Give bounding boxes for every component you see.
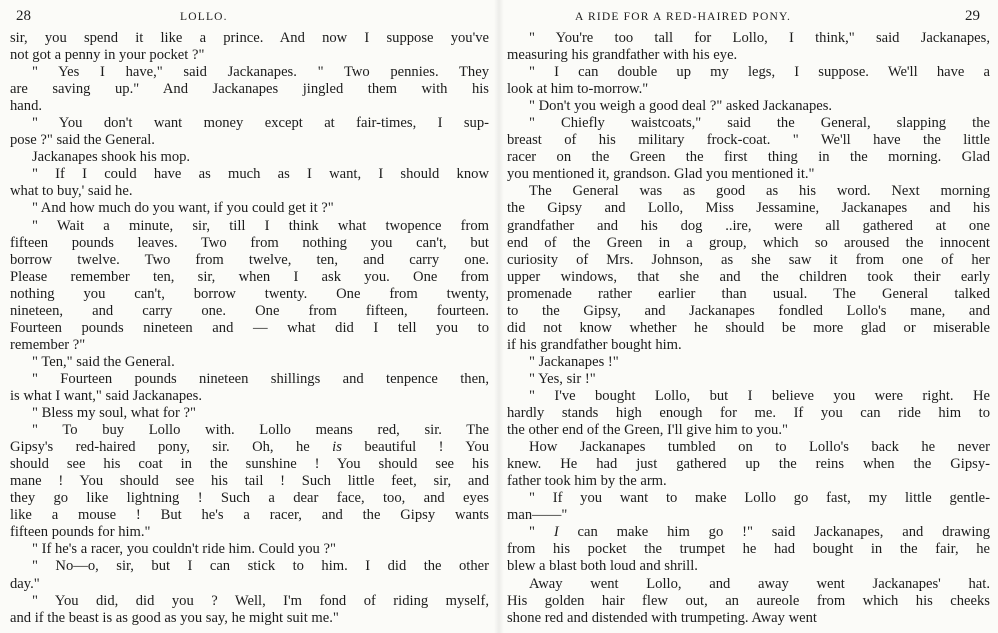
paragraph <box>10 115 489 149</box>
text-line: promenade rather earlier than usual. The General talked <box>507 285 990 302</box>
text-line: " I can make him go !" said Jackanapes, and drawing <box>529 524 990 541</box>
text-line: not got a penny in your pocket ?" <box>10 47 205 64</box>
text-line: " And how much do you want, if you could get it ?" <box>32 200 334 217</box>
text-line: blew a blast both loud and shrill. <box>507 558 698 575</box>
text-line: mane ! You should see his tail ! Such little feet, sir, and <box>10 473 489 490</box>
paragraph <box>507 388 990 439</box>
paragraph <box>507 524 990 575</box>
paragraph <box>507 576 990 627</box>
text-line: breast of his military frock-coat. " We'll have the little <box>507 132 990 149</box>
paragraph <box>10 354 489 371</box>
page-number: 29 <box>965 8 980 24</box>
text-line: the other end of the Green, I'll give him to you." <box>507 422 788 439</box>
text-line: fifteen pounds for him." <box>10 524 151 541</box>
text-line: upper windows, that she and the children took their early <box>507 268 990 285</box>
left-page-header <box>10 4 489 30</box>
text-line: grandfather and his dog ..ire, were all gathered at one <box>507 217 990 234</box>
text-line: " Chiefly waistcoats," said the General, slapping the <box>529 115 990 132</box>
paragraph <box>10 218 489 354</box>
text-line: Jackanapes shook his mop. <box>32 149 191 166</box>
text-line: did not know whether he should be more glad or miserable <box>507 319 990 336</box>
text-line: " Fourteen pounds nineteen shillings and tenpence then, <box>32 370 489 387</box>
paragraph <box>10 166 489 200</box>
running-head: A RIDE FOR A RED-HAIRED PONY. <box>575 11 792 23</box>
text-line: Gipsy's red-haired pony, sir. Oh, he is beautiful ! You <box>10 439 489 456</box>
text-line: knew. He had just gathered up the reins when the Gipsy- <box>507 456 990 473</box>
paragraph <box>10 30 489 64</box>
text-line: look at him to-morrow." <box>507 81 649 98</box>
text-line: " If he's a racer, you couldn't ride him. Could you ?" <box>32 541 336 558</box>
text-line: " Ten," said the General. <box>32 353 175 370</box>
text-line: nineteen, and carry one. One from fifteen, fourteen. <box>10 302 489 319</box>
text-line: " If you want to make Lollo go fast, my little gentle- <box>529 490 990 507</box>
text-line: " You did, did you ? Well, I'm fond of riding myself, <box>32 592 489 609</box>
paragraph <box>507 371 990 388</box>
text-line: Away went Lollo, and away went Jackanapes' hat. <box>529 575 990 592</box>
text-line: " Wait a minute, sir, till I think what twopence from <box>32 217 489 234</box>
paragraph <box>10 200 489 217</box>
text-line: hardly stands high enough for me. If you can ride him to <box>507 405 990 422</box>
text-line: fifteen pounds leaves. Two from nothing you can't, but <box>10 234 489 251</box>
text-line: The General was as good as his word. Next morning <box>529 183 990 200</box>
text-line: His golden hair flew out, an aureole from which his cheeks <box>507 592 990 609</box>
right-page <box>499 0 998 633</box>
text-line: " To buy Lollo with. Lollo means red, sir. The <box>32 422 489 439</box>
text-line: " I've bought Lollo, but I believe you were right. He <box>529 387 990 404</box>
text-line: are saving up." And Jackanapes jingled them with his <box>10 81 489 98</box>
paragraph <box>507 439 990 490</box>
text-line: " Bless my soul, what for ?" <box>32 405 196 422</box>
text-line: " I can double up my legs, I suppose. We'll have a <box>529 64 990 81</box>
paragraph <box>507 183 990 353</box>
text-line: like a mouse ! But he's a racer, and the Gipsy wants <box>10 507 489 524</box>
text-line: " You don't want money except at fair-times, I sup- <box>32 115 489 132</box>
text-line: " No—o, sir, but I can stick to him. I did the other <box>32 558 489 575</box>
paragraph <box>507 64 990 98</box>
right-page-header <box>507 4 990 30</box>
paragraph <box>507 490 990 524</box>
text-line: they go like lightning ! Such a dear face, too, and eyes <box>10 490 489 507</box>
text-line: to the Gipsy, and Jackanapes fondled Lollo's mane, and <box>507 302 990 319</box>
text-line: is what I want," said Jackanapes. <box>10 387 202 404</box>
text-line: measuring his grandfather with his eye. <box>507 47 738 64</box>
running-head: LOLLO. <box>180 11 228 23</box>
paragraph <box>507 115 990 183</box>
text-line: " Don't you weigh a good deal ?" asked Jackanapes. <box>529 98 833 115</box>
text-line: day." <box>10 575 40 592</box>
paragraph <box>10 558 489 592</box>
left-page-text <box>10 30 489 627</box>
text-line: curiosity of Mrs. Johnson, as she saw it from one of her <box>507 251 990 268</box>
text-line: " You're too tall for Lollo, I think," said Jackanapes, <box>529 30 990 46</box>
text-line: from his pocket the trumpet he had bought in the fair, he <box>507 541 990 558</box>
text-line: " Jackanapes !" <box>529 353 619 370</box>
text-line: " Yes, sir !" <box>529 370 596 387</box>
paragraph <box>507 98 990 115</box>
paragraph <box>10 422 489 541</box>
text-line: nothing you can't, borrow twenty. One from twenty, <box>10 285 489 302</box>
text-line: end of the Green in a group, which so aroused the innocent <box>507 234 990 251</box>
text-line: Please remember ten, sir, when I ask you. One from <box>10 268 489 285</box>
page-number: 28 <box>16 8 31 24</box>
right-page-text <box>507 30 990 627</box>
text-line: borrow twelve. Two from twelve, ten, and carry one. <box>10 251 489 268</box>
text-line: hand. <box>10 98 43 115</box>
text-line: racer on the Green the first thing in the morning. Glad <box>507 149 990 166</box>
paragraph <box>10 64 489 115</box>
text-line: what to buy,' said he. <box>10 183 133 200</box>
text-line: How Jackanapes tumbled on to Lollo's back he never <box>529 439 990 456</box>
paragraph <box>10 149 489 166</box>
text-line: you mentioned it, grandson. Glad you mentioned it." <box>507 166 815 183</box>
paragraph <box>10 371 489 405</box>
text-line: should see his coat in the sunshine ! You should see his <box>10 456 489 473</box>
paragraph <box>507 354 990 371</box>
text-line: " Yes I have," said Jackanapes. " Two pennies. They <box>32 64 489 81</box>
paragraph <box>10 405 489 422</box>
text-line: pose ?" said the General. <box>10 132 155 149</box>
text-line: father took him by the arm. <box>507 473 667 490</box>
text-line: if his grandfather bought him. <box>507 336 682 353</box>
text-line: and if the beast is as good as you say, he might suit me." <box>10 609 339 626</box>
text-line: sir, you spend it like a prince. And now I suppose you've <box>10 30 489 46</box>
paragraph <box>507 30 990 64</box>
text-line: the Gipsy and Lollo, Miss Jessamine, Jackanapes and his <box>507 200 990 217</box>
text-line: shone red and distended with trumpeting. Away went <box>507 609 817 626</box>
text-line: Fourteen pounds nineteen and — what did I tell you to <box>10 319 489 336</box>
text-line: man——" <box>507 507 568 524</box>
paragraph <box>10 541 489 558</box>
text-line: " If I could have as much as I want, I should know <box>32 166 489 183</box>
text-line: remember ?" <box>10 336 86 353</box>
paragraph <box>10 593 489 627</box>
